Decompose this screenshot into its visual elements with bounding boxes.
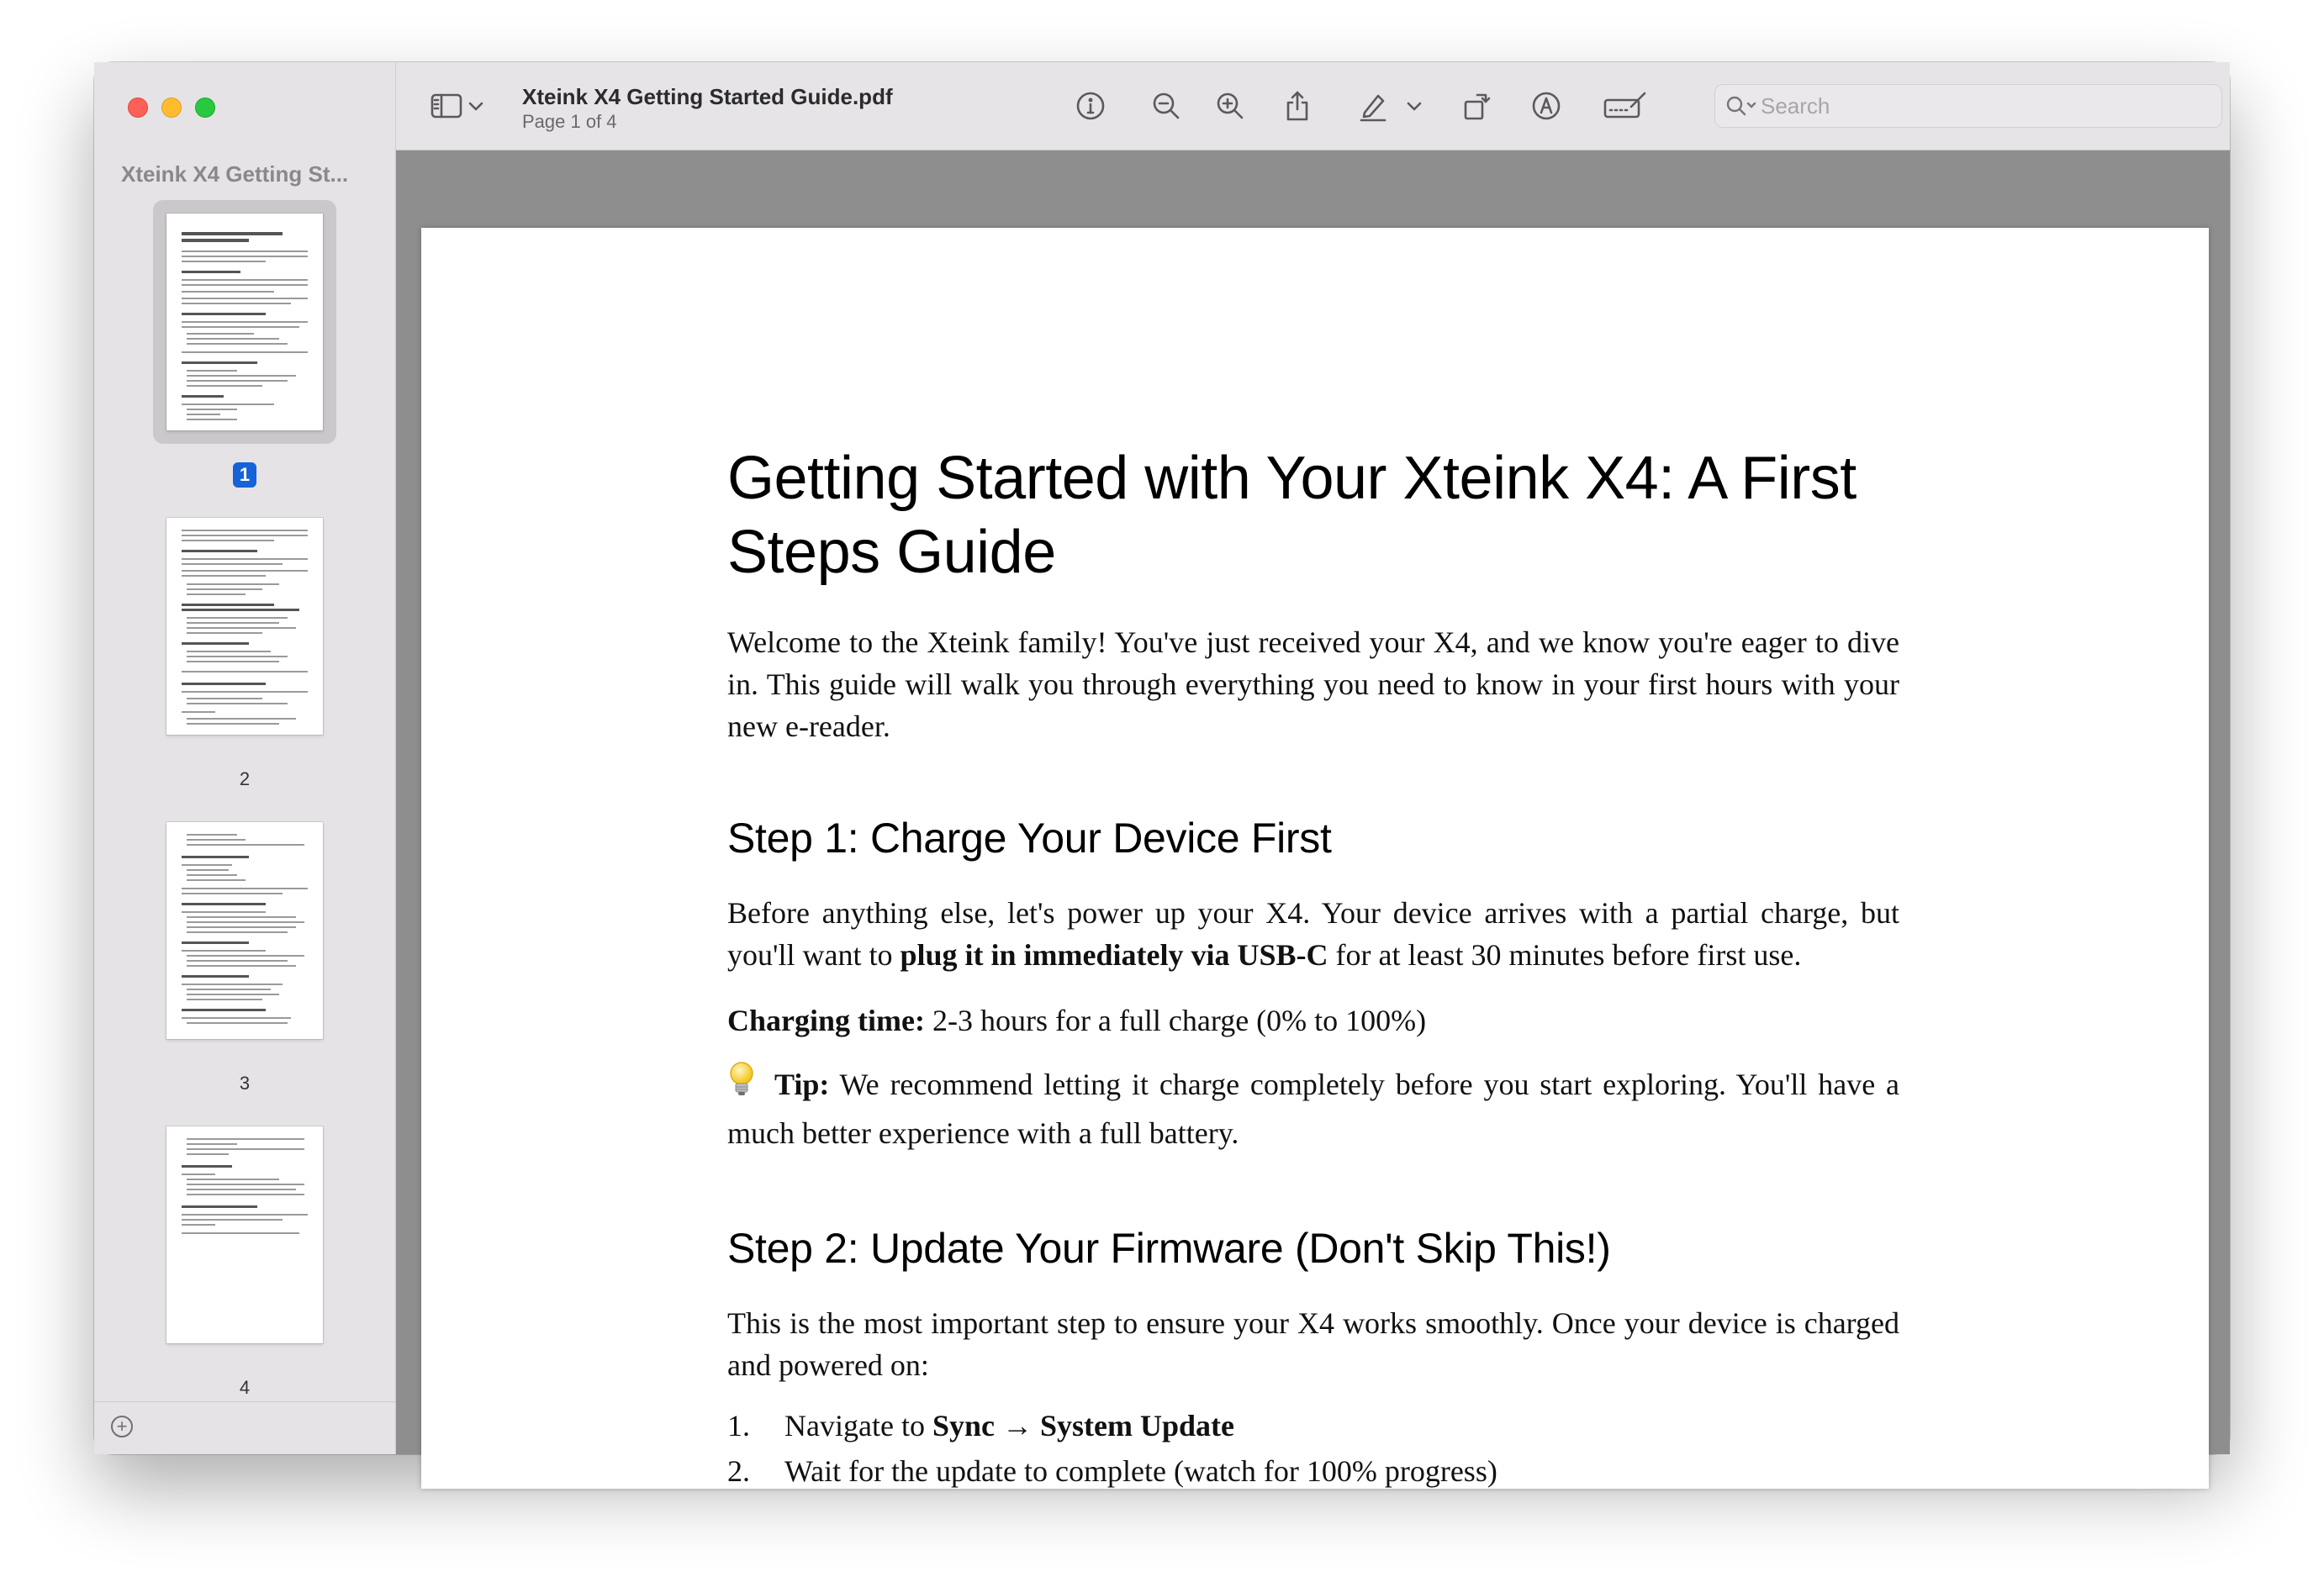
charging-time: Charging time: 2-3 hours for a full charge (0% to 100%) — [727, 1004, 1427, 1037]
sidebar-toggle-icon[interactable] — [430, 89, 463, 123]
thumbnail-image — [166, 822, 323, 1039]
page-indicator: Page 1 of 4 — [522, 111, 617, 132]
document-viewport[interactable] — [396, 150, 2230, 1488]
search-input[interactable] — [1761, 85, 2206, 127]
info-icon[interactable] — [1074, 89, 1107, 123]
thumbnail-image — [166, 214, 323, 430]
list-item: 1. Navigate to Sync → System Update — [727, 1409, 1234, 1443]
share-icon[interactable] — [1281, 89, 1314, 123]
step2-paragraph: This is the most important step to ensure your X4 works smoothly. Once your device is charged and powered on: — [727, 1306, 1899, 1382]
zoom-in-icon[interactable] — [1213, 89, 1247, 123]
step2-heading: Step 2: Update Your Firmware (Don't Skip This!) — [727, 1225, 1611, 1272]
close-button[interactable] — [128, 98, 148, 118]
zoom-out-icon[interactable] — [1149, 89, 1183, 123]
list-item: 2. Wait for the update to complete (watch for 100% progress) — [727, 1454, 1497, 1488]
thumbnail-sidebar — [94, 62, 396, 1454]
window-controls — [128, 98, 215, 118]
page-thumbnail-3[interactable] — [94, 809, 395, 1111]
page-thumbnail-4[interactable] — [94, 1113, 395, 1416]
preview-window — [94, 62, 2230, 1488]
fullscreen-button[interactable] — [195, 98, 215, 118]
sidebar-footer — [94, 1401, 395, 1454]
page-thumbnail-2[interactable] — [94, 504, 395, 807]
search-icon — [1725, 95, 1757, 119]
add-page-icon[interactable]: + — [111, 1416, 133, 1437]
chevron-down-icon[interactable] — [463, 89, 489, 123]
pdf-page — [421, 228, 2209, 1489]
highlight-pen-icon[interactable] — [1356, 89, 1390, 123]
rotate-icon[interactable] — [1460, 89, 1494, 123]
step2-list — [727, 1405, 1899, 1492]
intro-paragraph: Welcome to the Xteink family! You've just received your X4, and we know you're eager to dive in. This guide will walk you through everything you need to know in your first hours with your new e-reader. — [727, 625, 1899, 743]
markup-icon[interactable] — [1529, 89, 1563, 123]
toolbar — [396, 62, 2230, 150]
chevron-down-icon[interactable] — [1403, 89, 1425, 123]
lightbulb-icon — [727, 1061, 756, 1100]
minimize-button[interactable] — [161, 98, 182, 118]
tip-paragraph: Tip: We recommend letting it charge completely before you start exploring. You'll have a much better experience with a full battery. — [727, 1060, 1899, 1158]
page-title: Getting Started with Your Xteink X4: A First Steps Guide — [727, 445, 1857, 586]
search-field[interactable] — [1714, 84, 2222, 128]
document-title: Xteink X4 Getting Started Guide.pdf — [522, 84, 893, 109]
thumbnail-page-number: 2 — [239, 768, 251, 789]
signature-icon[interactable] — [1600, 89, 1651, 123]
thumbnail-image — [166, 1126, 323, 1343]
thumbnail-page-number: 4 — [239, 1377, 251, 1398]
step1-heading: Step 1: Charge Your Device First — [727, 815, 1332, 862]
thumbnail-image — [166, 518, 323, 735]
thumbnail-page-number: 3 — [239, 1073, 251, 1094]
page-content — [727, 441, 1899, 1492]
thumbnail-page-number: 1 — [94, 462, 395, 488]
step1-paragraph: Before anything else, let's power up your X4. Your device arrives with a partial charge, but you'll want to plug it in immediately via USB-C for at least 30 minutes before first use. — [727, 896, 1899, 972]
sidebar-title: Xteink X4 Getting St... — [121, 161, 349, 187]
page-thumbnail-1[interactable] — [94, 200, 395, 503]
